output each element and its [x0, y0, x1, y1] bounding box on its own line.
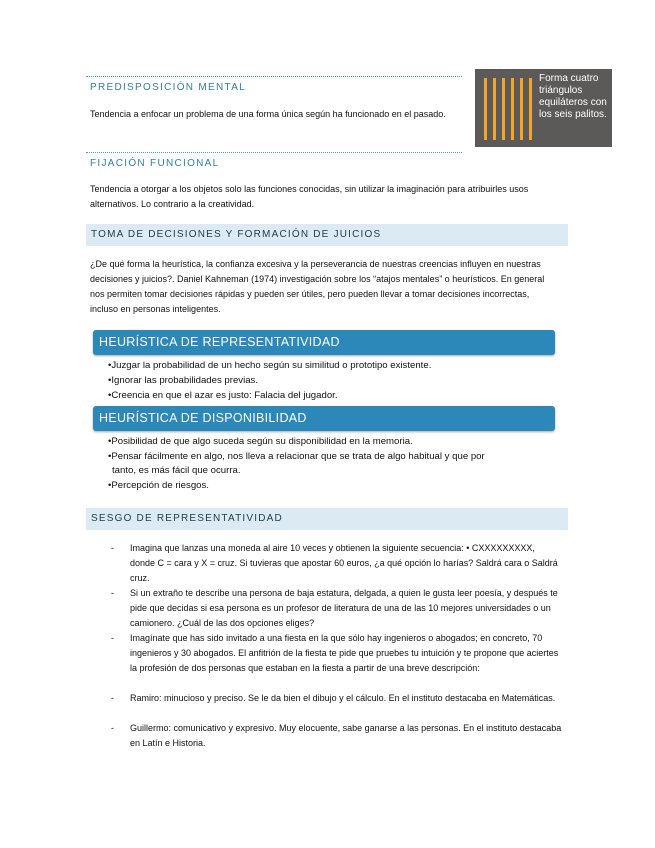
predisposicion-title: PREDISPOSICIÓN MENTAL [90, 82, 247, 93]
fijacion-text: Tendencia a otorgar a los objetos solo las funciones conocidas, sin utilizar la imaginación para atribuirles usos alternativos. Lo contrario a la creatividad. [90, 184, 529, 209]
sesgo-dash-3: - [111, 633, 114, 643]
representatividad-bullet-1: •Juzgar la probabilidad de un hecho según su similitud o prototipo existente. [108, 360, 432, 371]
matchstick-puzzle-caption: Forma cuatro triángulos equiláteros con los seis palitos. [539, 73, 607, 120]
sesgo-item-1-text: Imagina que lanzas una moneda al aire 10 veces y obtienen la siguiente secuencia: • CXXXXXXXXX, donde C = cara y X = cruz. Si tuvieras que apostar 60 euros, ¿a qué opción lo harías? Saldrá cara o Saldrá cruz. [130, 543, 558, 583]
sesgo-title: SESGO DE REPRESENTATIVIDAD [91, 513, 283, 524]
representatividad-bullet-2: •Ignorar las probabilidades previas. [108, 375, 259, 386]
disponibilidad-bullet-2: •Pensar fácilmente en algo, nos lleva a relacionar que se trata de algo habitual y que por [108, 451, 485, 462]
matchstick-3 [502, 78, 505, 140]
disponibilidad-title: HEURÍSTICA DE DISPONIBILIDAD [99, 411, 307, 425]
toma-decisiones-title: TOMA DE DECISIONES Y FORMACIÓN DE JUICIOS [91, 229, 382, 240]
disponibilidad-bullet-3: •Percepción de riesgos. [108, 480, 209, 491]
sesgo-dash-4: - [111, 693, 114, 703]
sesgo-dash-2: - [111, 588, 114, 598]
predisposicion-text: Tendencia a enfocar un problema de una forma única según ha funcionado en el pasado. [90, 109, 446, 119]
sesgo-heading-bar [86, 508, 568, 530]
matchstick-2 [493, 78, 496, 140]
sesgo-dash-5: - [111, 723, 114, 733]
sesgo-item-4-text: Ramiro: minucioso y preciso. Se le da bien el dibujo y el cálculo. En el instituto destacaba en Matemáticas. [130, 693, 556, 703]
representatividad-banner [93, 330, 555, 355]
sesgo-item-5-text: Guillermo: comunicativo y expresivo. Muy elocuente, sabe ganarse a las personas. En el instituto destacaba en Latín e Historia. [130, 723, 562, 748]
sesgo-item-2-text: Si un extraño te describe una persona de baja estatura, delgada, a quien le gusta leer poesía, y después te pide que decidas si esa persona es un profesor de literatura de una de las 10 mejores universidades o un camionero. ¿Cuál de las dos opciones eliges? [130, 588, 558, 628]
sesgo-dash-1: - [111, 543, 114, 553]
toma-decisiones-heading-bar [86, 224, 568, 246]
representatividad-title: HEURÍSTICA DE REPRESENTATIVIDAD [99, 335, 340, 349]
disponibilidad-banner [93, 406, 555, 431]
matchstick-4 [511, 78, 514, 140]
disponibilidad-bullet-2-cont: tanto, es más fácil que ocurra. [112, 465, 241, 476]
representatividad-bullet-3: •Creencia en que el azar es justo: Falacia del jugador. [108, 390, 338, 401]
fijacion-title: FIJACIÓN FUNCIONAL [90, 158, 220, 169]
matchstick-1 [484, 78, 487, 140]
matchstick-5 [520, 78, 523, 140]
toma-decisiones-text: ¿De qué forma la heurística, la confianza excesiva y la perseverancia de nuestras creencias influyen en nuestras decisiones y juicios?. Daniel Kahneman (1974) investigación sobre los “atajos mentales” o heurísticos. En general nos permiten tomar decisiones rápidas y pueden ser útiles, pero pueden llevar a tomar decisiones incorrectas, incluso en personas inteligentes. [90, 259, 545, 314]
disponibilidad-bullet-1: •Posibilidad de que algo suceda según su disponibilidad en la memoria. [108, 436, 413, 447]
sesgo-item-3-text: Imagínate que has sido invitado a una fiesta en la que sólo hay ingenieros o abogados; en concreto, 70 ingenieros y 30 abogados. El anfitrión de la fiesta te pide que pruebes tu intuición y te propone que aciertes la profesión de dos personas que estaban en la fiesta a partir de una breve descripción: [130, 633, 559, 673]
matchstick-puzzle-image [475, 69, 612, 147]
matchstick-6 [529, 78, 532, 140]
